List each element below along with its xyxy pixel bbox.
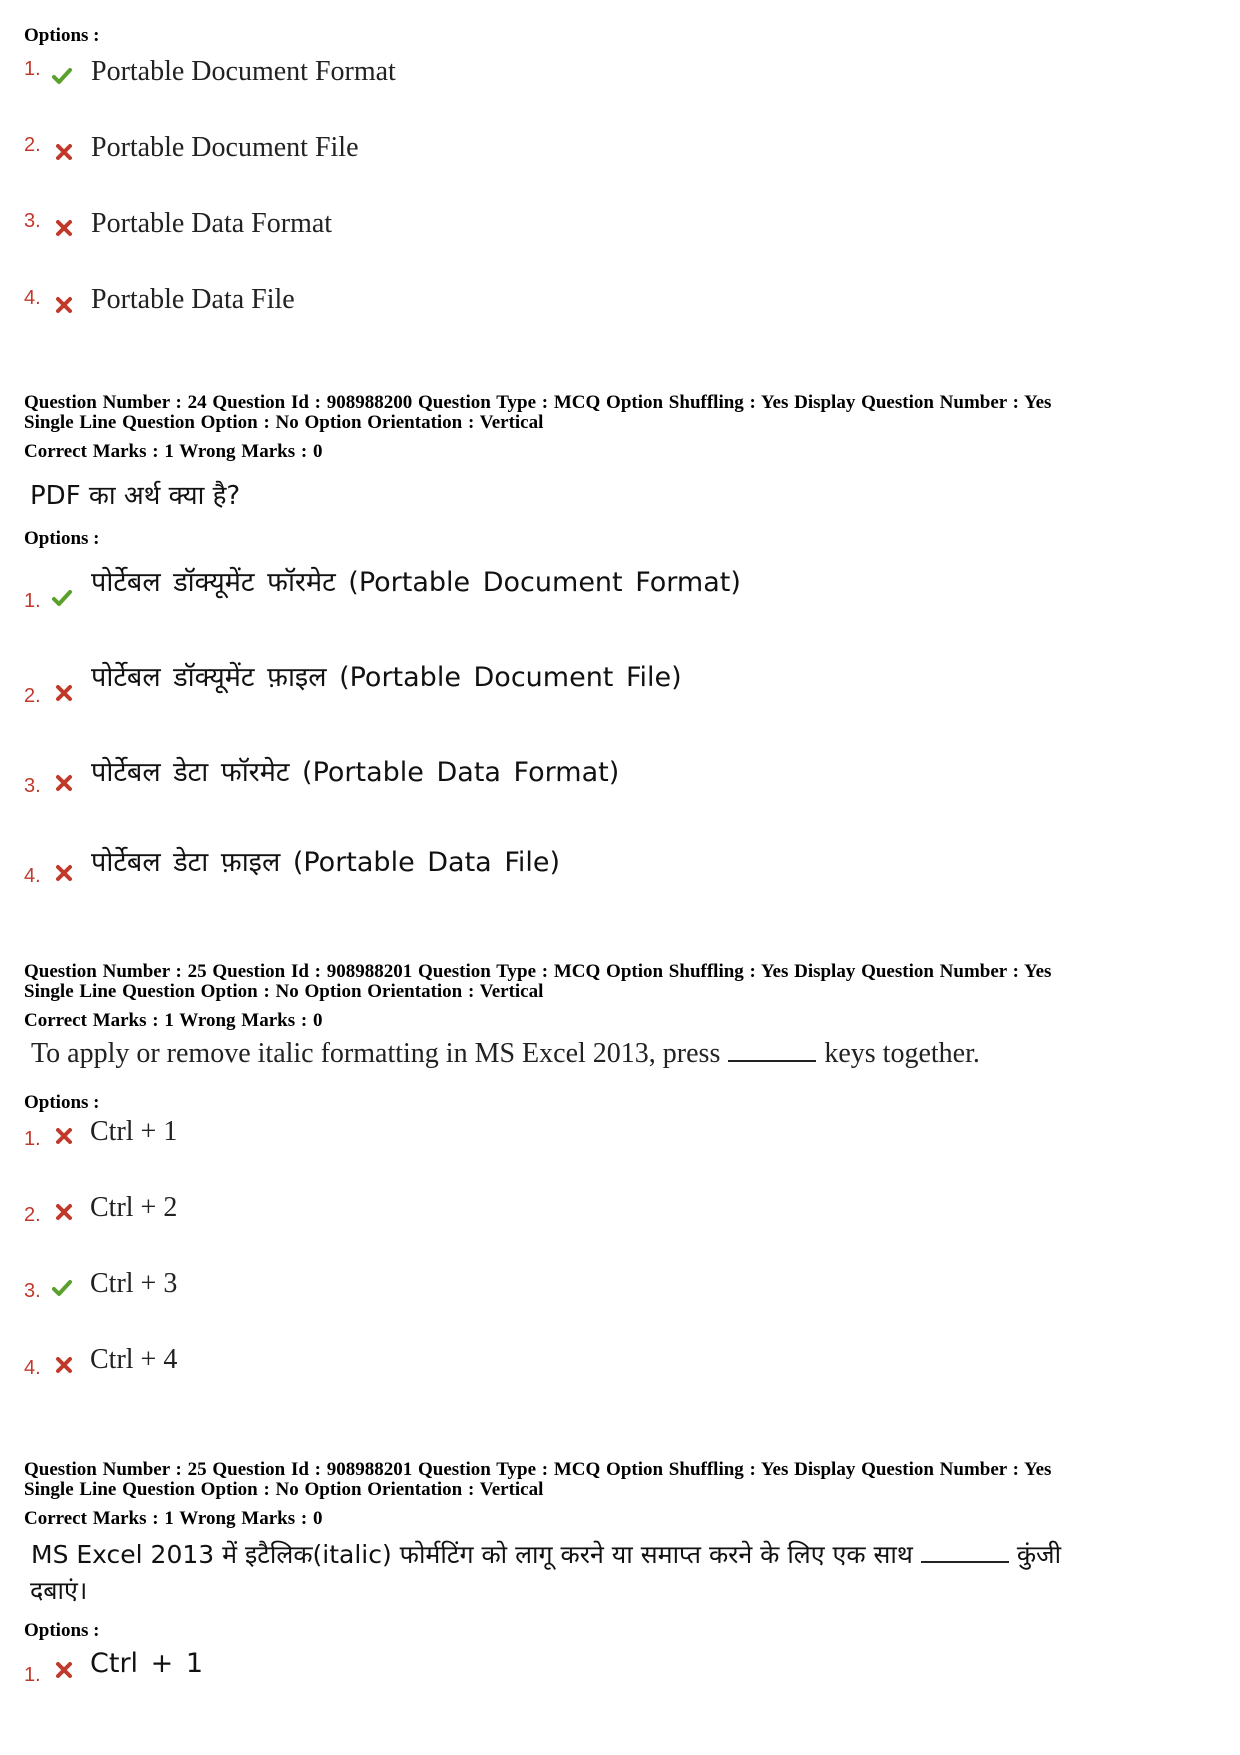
- option-text: पोर्टेबल डेटा फ़ाइल (Portable Data File): [91, 847, 561, 878]
- question-text-before: To apply or remove italic formatting in MS Excel 2013, press: [31, 1038, 721, 1069]
- question-text: PDF का अर्थ क्या है?: [30, 481, 241, 511]
- option-row[interactable]: [24, 210, 41, 233]
- option-row[interactable]: [24, 287, 41, 310]
- option-row[interactable]: [24, 775, 41, 798]
- cross-icon: [54, 1126, 74, 1146]
- option-row[interactable]: [24, 1280, 41, 1303]
- cross-icon: [54, 218, 74, 238]
- cross-icon: [54, 295, 74, 315]
- option-number: 1.: [24, 58, 41, 80]
- option-text: Ctrl + 2: [90, 1192, 178, 1223]
- option-number: 1.: [24, 1664, 41, 1686]
- cross-icon: [54, 1355, 74, 1375]
- option-text: पोर्टेबल डेटा फॉरमेट (Portable Data Format): [91, 757, 620, 788]
- options-label: Options :: [24, 528, 100, 549]
- question-text-before: MS Excel 2013 में इटैलिक(italic) फोर्मटिंग को लागू करने या समाप्त करने के लिए एक साथ: [31, 1540, 913, 1569]
- cross-icon: [54, 1660, 74, 1680]
- option-row[interactable]: [24, 1204, 41, 1227]
- option-text: पोर्टेबल डॉक्यूमेंट फ़ाइल (Portable Document File): [91, 662, 682, 693]
- question-meta-line1: Question Number : 24 Question Id : 908988200 Question Type : MCQ Option Shuffling : Yes Display Question Number : Yes: [24, 392, 1052, 413]
- answer-blank: [921, 1541, 1009, 1563]
- cross-icon: [54, 683, 74, 703]
- options-label: Options :: [24, 25, 100, 46]
- option-number: 2.: [24, 1204, 41, 1226]
- option-number: 2.: [24, 134, 41, 156]
- option-row[interactable]: [24, 1664, 41, 1687]
- option-row[interactable]: [24, 134, 41, 157]
- cross-icon: [54, 142, 74, 162]
- option-number: 4.: [24, 1357, 41, 1379]
- option-number: 3.: [24, 1280, 41, 1302]
- check-icon: [52, 1278, 72, 1298]
- question-text: [31, 1537, 1061, 1571]
- check-icon: [52, 588, 72, 608]
- option-text: Portable Data File: [91, 284, 295, 315]
- question-text-after: keys together.: [824, 1038, 980, 1069]
- option-row[interactable]: [24, 685, 41, 708]
- question-meta-line2: Single Line Question Option : No Option Orientation : Vertical: [24, 1479, 544, 1500]
- option-number: 3.: [24, 210, 41, 232]
- question-text-after: कुंजी: [1016, 1540, 1062, 1569]
- option-number: 4.: [24, 865, 41, 887]
- option-text: Portable Document File: [91, 132, 359, 163]
- option-number: 2.: [24, 685, 41, 707]
- option-row[interactable]: [24, 1357, 41, 1380]
- answer-blank: [728, 1040, 816, 1062]
- option-number: 4.: [24, 287, 41, 309]
- option-text: Ctrl + 1: [90, 1648, 204, 1679]
- options-label: Options :: [24, 1092, 100, 1113]
- option-number: 1.: [24, 1128, 41, 1150]
- option-number: 1.: [24, 590, 41, 612]
- option-row[interactable]: [24, 590, 41, 613]
- question-meta-line1: Question Number : 25 Question Id : 908988201 Question Type : MCQ Option Shuffling : Yes Display Question Number : Yes: [24, 961, 1052, 982]
- question-meta-line2: Single Line Question Option : No Option Orientation : Vertical: [24, 981, 544, 1002]
- question-marks: Correct Marks : 1 Wrong Marks : 0: [24, 1508, 323, 1529]
- option-row[interactable]: [24, 58, 41, 81]
- cross-icon: [54, 863, 74, 883]
- option-text: Ctrl + 4: [90, 1344, 178, 1375]
- question-text: [31, 1038, 980, 1070]
- option-text: Ctrl + 3: [90, 1268, 178, 1299]
- question-marks: Correct Marks : 1 Wrong Marks : 0: [24, 441, 323, 462]
- question-meta-line2: Single Line Question Option : No Option Orientation : Vertical: [24, 412, 544, 433]
- option-number: 3.: [24, 775, 41, 797]
- cross-icon: [54, 1202, 74, 1222]
- check-icon: [52, 66, 72, 86]
- option-text: Portable Document Format: [91, 56, 396, 87]
- question-meta-line1: Question Number : 25 Question Id : 908988201 Question Type : MCQ Option Shuffling : Yes Display Question Number : Yes: [24, 1459, 1052, 1480]
- option-row[interactable]: [24, 1128, 41, 1151]
- cross-icon: [54, 773, 74, 793]
- question-marks: Correct Marks : 1 Wrong Marks : 0: [24, 1010, 323, 1031]
- option-text: पोर्टेबल डॉक्यूमेंट फॉरमेट (Portable Document Format): [91, 567, 741, 598]
- question-text-line2: दबाएं।: [30, 1576, 88, 1605]
- options-label: Options :: [24, 1620, 100, 1641]
- option-text: Portable Data Format: [91, 208, 333, 239]
- option-row[interactable]: [24, 865, 41, 888]
- option-text: Ctrl + 1: [90, 1116, 178, 1147]
